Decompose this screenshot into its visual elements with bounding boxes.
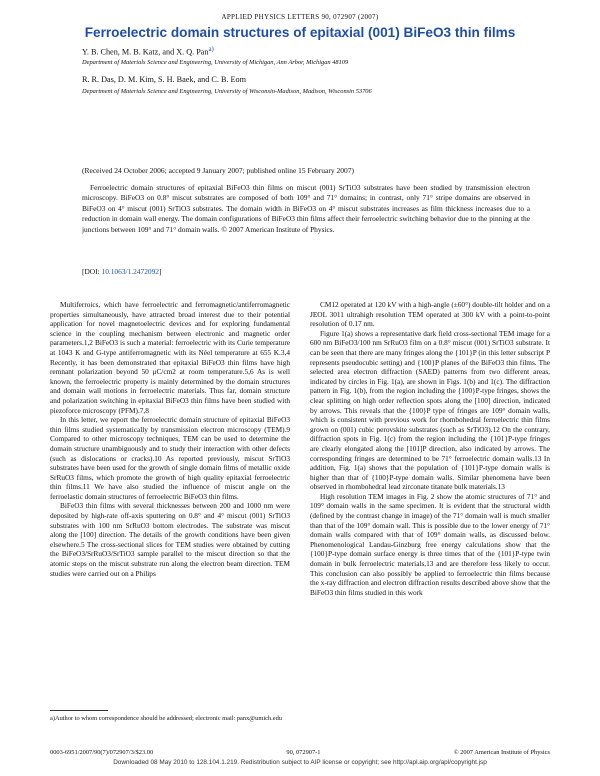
author-group-1 [82,46,214,57]
footnote-divider [50,710,108,711]
journal-header: APPLIED PHYSICS LETTERS 90, 072907 (2007) [221,13,379,21]
doi-suffix: ] [158,267,162,276]
download-notice: Downloaded 08 May 2010 to 128.104.1.219. Redistribution subject to AIP license or copyright; see http://apl.aip.org/apl/copyright.jsp [113,759,487,766]
doi-prefix: [DOI: [82,267,102,276]
affiliation-2: Department of Materials Science and Engineering, University of Wisconsin-Madison, Madison, Wisconsin 53706 [82,88,372,95]
doi-line [82,267,161,276]
author-names-2: R. R. Das, D. M. Kim, S. H. Baek, and C. B. Eom [82,75,246,84]
author-names-1: Y. B. Chen, M. B. Katz, and X. Q. Pan [82,47,209,57]
left-paragraph-3: BiFeO3 thin films with several thicknesses between 200 and 1000 nm were deposited by high-rate off-axis sputtering on 0.8° and 4° miscut (001) SrTiO3 substrates with 100 nm SrRuO3 bottom electrodes. The substrate was miscut along the [100] direction. The details of the growth conditions have been given elsewhere.5 The cross-sectional slices for TEM studies were obtained by cutting the BiFeO3/SrRuO3/SrTiO3 sample parallel to the miscut direction so that the atomic steps on the miscut substrate run along the electron beam direction. TEM studies were carried out on a Philips [50,501,290,578]
footnote: a)Author to whom correspondence should be addressed; electronic mail: panx@umich.edu [50,715,282,722]
footer-page-number: 90, 072907-1 [286,749,321,756]
article-title: Ferroelectric domain structures of epitaxial (001) BiFeO3 thin films [84,25,516,40]
doi-link[interactable]: 10.1063/1.2472092 [101,267,159,276]
footer-copyright: © 2007 American Institute of Physics [453,749,550,756]
right-paragraph-3: High resolution TEM images in Fig. 2 show the atomic structures of 71° and 109° domain walls in the same specimen. It is evident that the structural width (defined by the contrast change in image) of the 71° domain wall is much smaller than that of the 109° domain wall. This is possible due to the lower energy of 71° domain walls compared with that of 109° domain walls, as discussed below. Phenomenological Landau-Ginzburg free energy calculations show that the {100}P-type domain surface energy is three times that of the {101}P-type twin domain in bulk ferroelectric materials,13 and are therefore less likely to occur. This conclusion can also possibly be applied to ferroelectric thin films because the x-ray diffraction and electron diffraction results described above show that the BiFeO3 thin films studied in this work [310,491,550,597]
abstract: Ferroelectric domain structures of epitaxial BiFeO3 thin films on miscut (001) SrTiO3 substrates have been studied by transmission electron microscopy. BiFeO3 on 0.8° miscut substrates are composed of both 109° and 71° domains; in contrast, only 71° stripe domains are observed in BiFeO3 on 4° miscut (001) SrTiO3 substrates. The domain width in BiFeO3 on 4° miscut substrates increases as film thickness increases due to a reduction in domain wall energy. The domain configurations of BiFeO3 thin films affect their ferroelectric switching behavior due to the pinning at the junctions between 109° and 71° domain walls. © 2007 American Institute of Physics. [82,183,530,234]
affiliation-1: Department of Materials Science and Engineering, University of Michigan, Ann Arbor, Michigan 48109 [82,59,349,66]
corresponding-author-mark[interactable]: a) [208,46,214,53]
right-paragraph-2: Figure 1(a) shows a representative dark field cross-sectional TEM image for a 600 nm BiFeO3/100 nm SrRuO3 film on a 0.8° miscut (001) SrTiO3 substrate. It can be seen that there are many fringes along the {101}P (in this letter subscript P represents pseudocubic setting) and {100}P planes of the BiFeO3 thin films. The selected area electron diffraction (SAED) patterns from two different areas, indicated by circles in Fig. 1(a), are shown in Figs. 1(b) and 1(c). The diffraction pattern in Fig. 1(b), from the region including the {100}P-type fringes, shows the clear splitting on high order reflection spots along the [100] direction, indicated by arrows. This reveals that the {100}P type of fringes are 109° domain walls, which is consistent with previous work for rhombohedral ferroelectric thin films grown on (001) cubic perovskite substrates (such as SrTiO3).12 On the contrary, diffraction spots in Fig. 1(c) from the region including the {101}P-type fringes are clearly elongated along the [101]P direction, also indicated by arrows. The corresponding fringes are determined to be 71° ferroelectric domain walls.13 In addition, Fig. 1(a) shows that the population of {101}P-type domain walls is higher than that of {100}P-type domain walls. Similar phenomena have been observed in rhombohedral lead zirconate titanate bulk materials.13 [310,328,550,492]
left-paragraph-2: In this letter, we report the ferroelectric domain structure of epitaxial BiFeO3 thin films studied systematically by transmission electron microscopy (TEM).9 Compared to other microscopy techniques, TEM can be used to determine the domain structure unambiguously and to study their interaction with other defects (such as dislocations or cracks).10 As reported previously, miscut SrTiO3 substrates have been used for the growth of single domain films of metallic oxide SrRuO3 films, which promote the growth of high quality epitaxial ferroelectric thin films.11 We have also studied the influence of miscut angle on the ferroelastic domain structures of ferroelectric BiFeO3 thin films. [50,415,290,501]
left-paragraph-1: Multiferroics, which have ferroelectric and ferromagnetic/antiferromagnetic properties simultaneously, have attracted broad interest due to their potential application for novel magnetoelectric devices and for exploring fundamental science in the coupling mechanism between electronic and magnetic order parameters.1,2 BiFeO3 is such a material: ferroelectric with its Curie temperature at 1043 K and G-type antiferromagnetic with its Néel temperature at 655 K.3,4 Recently, it has been demonstrated that epitaxial BiFeO3 thin films have high remnant polarization beyond 50 μC/cm2 at room temperature.5,6 As is well known, the ferroelectric property is mainly determined by the domain structures and domain wall motions in ferroelectric materials. Thus far, domain structure and polarization switching in epitaxial BiFeO3 thin films have been studied with piezoforce microscopy (PFM).7,8 [50,300,290,415]
received-dates: (Received 24 October 2006; accepted 9 January 2007; published online 15 February 2007) [82,166,355,175]
right-column [310,300,550,597]
left-column [50,300,290,578]
footer-issn: 0003-6951/2007/90(7)/072907/3/$23.00 [50,749,154,756]
page-footer [50,749,550,756]
right-paragraph-1: CM12 operated at 120 kV with a high-angle (±60°) double-tilt holder and on a JEOL 3011 ultrahigh resolution TEM operated at 300 kV with a point-to-point resolution of 0.17 nm. [310,300,550,329]
